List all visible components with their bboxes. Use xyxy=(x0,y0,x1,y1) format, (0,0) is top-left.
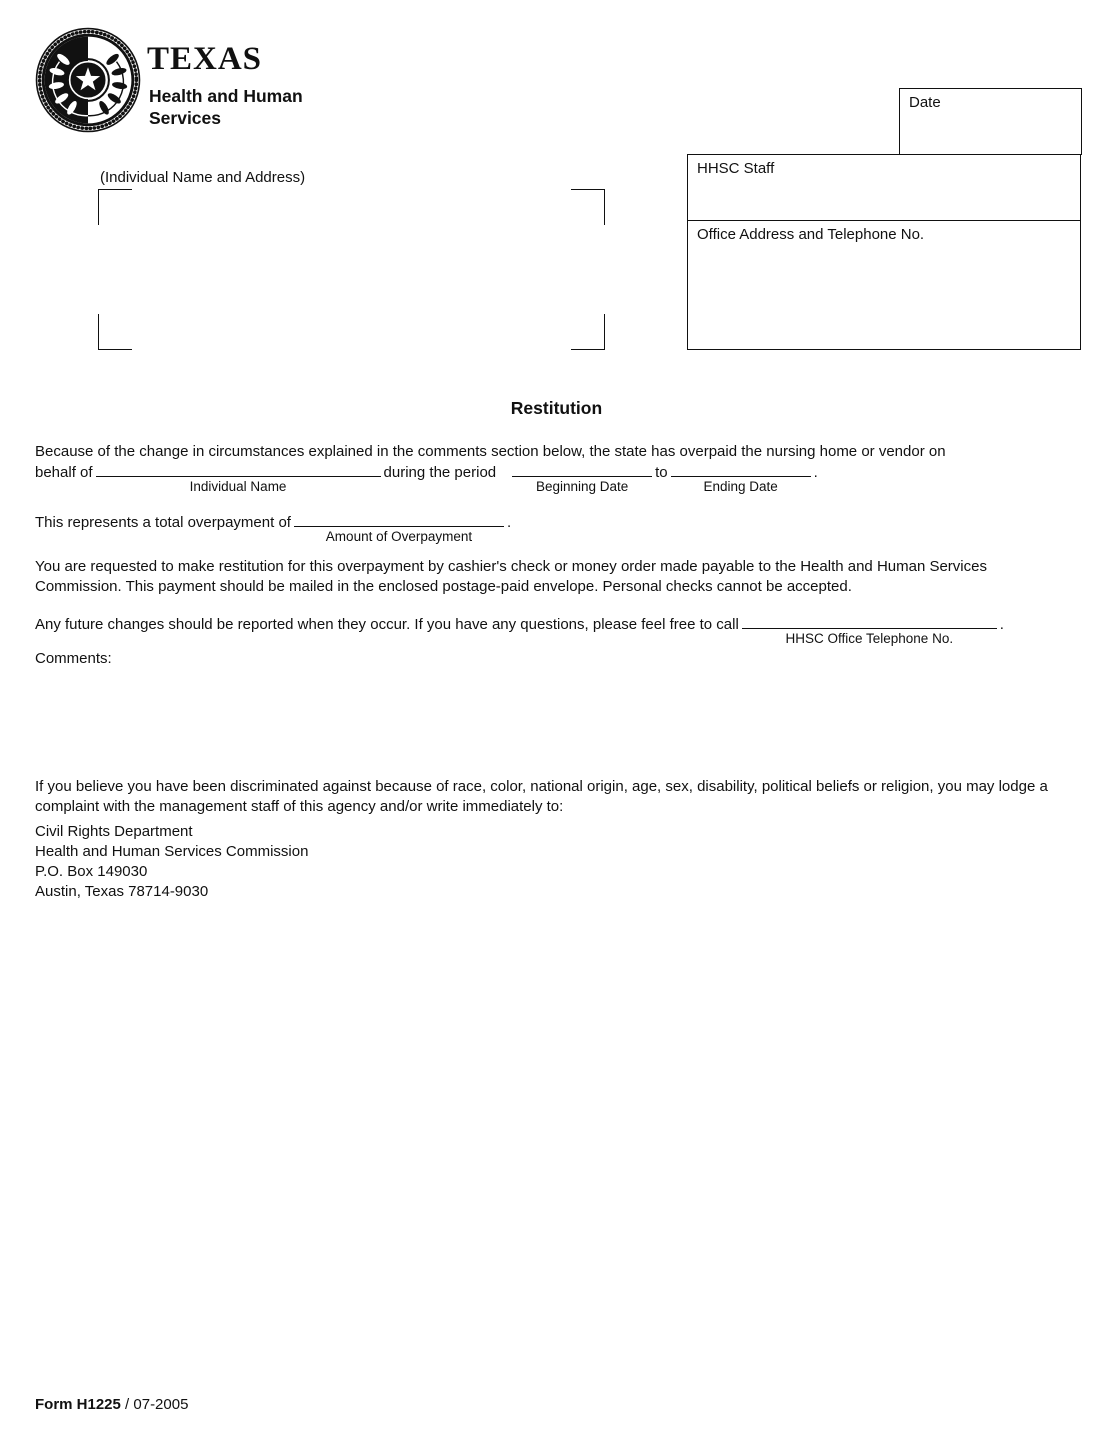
sentence-period: . xyxy=(813,464,818,481)
crop-mark-bottom-left xyxy=(98,314,132,350)
future-changes-line xyxy=(35,612,1004,646)
restitution-instructions: You are requested to make restitution for this overpayment by cashier's check or money order made payable to the Health and Human Services Commission. This payment should be mailed in the enclosed postage-paid envelope. Personal checks cannot be accepted. xyxy=(35,558,987,595)
address-line: Austin, Texas 78714-9030 xyxy=(35,883,209,900)
brand-department-line2: Services xyxy=(149,108,222,128)
office-address-label: Office Address and Telephone No. xyxy=(697,226,925,243)
hhsc-staff-box xyxy=(687,154,1081,222)
para1-line1: Because of the change in circumstances explained in the comments section below, the state has overpaid the nursing home or vendor on xyxy=(35,443,946,460)
address-line: Health and Human Services Commission xyxy=(35,843,309,860)
sentence-period: . xyxy=(999,616,1004,633)
individual-name-caption: Individual Name xyxy=(189,479,287,494)
overpayment-prefix: This represents a total overpayment of xyxy=(35,514,291,531)
overpayment-amount-caption: Amount of Overpayment xyxy=(325,529,473,544)
date-label: Date xyxy=(909,94,941,111)
address-line: Civil Rights Department xyxy=(35,823,193,840)
overpayment-amount-field[interactable] xyxy=(294,510,504,544)
sentence-period: . xyxy=(506,514,512,531)
behalf-prefix: behalf of xyxy=(35,464,93,481)
date-box xyxy=(899,88,1082,155)
form-title: Restitution xyxy=(510,398,603,418)
recipient-address-label: (Individual Name and Address) xyxy=(100,169,306,186)
crop-mark-top-left xyxy=(98,189,132,225)
address-line: P.O. Box 149030 xyxy=(35,863,148,880)
para1-line2 xyxy=(35,460,818,494)
beginning-date-caption: Beginning Date xyxy=(535,479,629,494)
date-field[interactable] xyxy=(900,112,1081,154)
comments-field[interactable] xyxy=(35,672,1081,770)
beginning-date-field[interactable] xyxy=(512,460,652,494)
form-revision: / 07-2005 xyxy=(125,1396,189,1413)
hhsc-staff-field[interactable] xyxy=(688,178,1080,221)
ending-date-caption: Ending Date xyxy=(703,479,778,494)
future-changes-prefix: Any future changes should be reported when they occur. If you have any questions, please feel free to call xyxy=(35,616,739,633)
discrimination-notice: If you believe you have been discriminated against because of race, color, national origin, age, sex, disability, political beliefs or religion, you may lodge a complaint with the management staff of this agency and/or write immediately to: xyxy=(35,778,1048,815)
civil-rights-address xyxy=(35,822,308,902)
overpayment-line xyxy=(35,510,512,544)
crop-mark-top-right xyxy=(571,189,605,225)
to-text: to xyxy=(655,464,668,481)
office-address-field[interactable] xyxy=(688,244,1080,349)
comments-label: Comments: xyxy=(35,650,112,667)
individual-name-field[interactable] xyxy=(96,460,381,494)
texas-hhs-seal-icon xyxy=(35,27,141,133)
hhsc-staff-label: HHSC Staff xyxy=(697,159,775,177)
brand-department-line1: Health and Human xyxy=(149,86,303,106)
during-text: during the period xyxy=(383,464,497,481)
brand-wordmark: TEXAS xyxy=(147,41,263,77)
form-number: Form H1225 xyxy=(35,1396,121,1413)
form-footer xyxy=(35,1396,188,1413)
ending-date-field[interactable] xyxy=(671,460,811,494)
hhsc-phone-field[interactable] xyxy=(742,612,997,646)
brand-department xyxy=(149,85,303,129)
recipient-address-area[interactable] xyxy=(100,191,603,348)
crop-mark-bottom-right xyxy=(571,314,605,350)
hhsc-phone-caption: HHSC Office Telephone No. xyxy=(785,631,954,646)
office-address-box xyxy=(687,220,1081,350)
